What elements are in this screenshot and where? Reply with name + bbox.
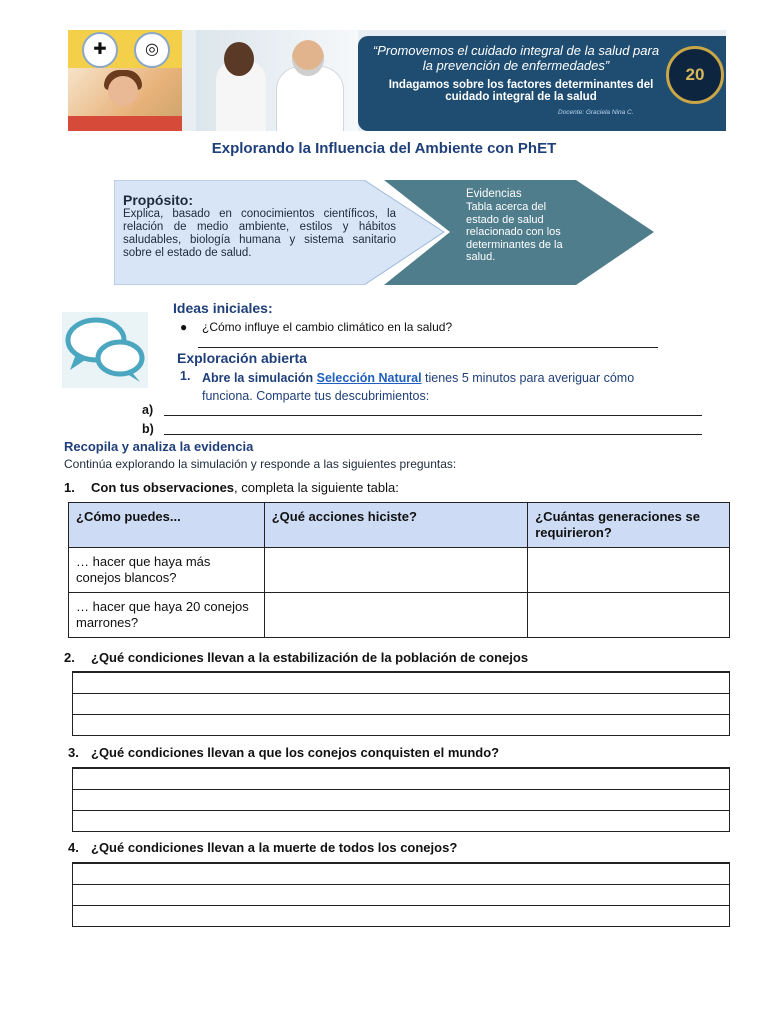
- step-rest: tienes 5 minutos para averiguar cómo funciona. Comparte tus descubrimientos:: [202, 371, 635, 403]
- question-2-number: 2.: [64, 650, 75, 665]
- chat-bubbles-icon: [62, 312, 148, 388]
- purpose-heading: Propósito:: [123, 192, 193, 208]
- purpose-body: Explica, basado en conocimientos científicos, la relación de medio ambiente, estilos y hábitos saludables, biología humana y sistema sanitario sobre el estado de salud.: [123, 208, 396, 259]
- answer-line[interactable]: [73, 768, 730, 790]
- header-actions: ¿Qué acciones hiciste?: [264, 503, 528, 548]
- bullet: ●: [180, 320, 188, 334]
- evidence-collection-heading: Recopila y analiza la evidencia: [64, 439, 254, 454]
- evidence-collection-intro: Continúa explorando la simulación y responde a las siguientes preguntas:: [64, 457, 457, 471]
- banner-teacher: Docente: Graciela Nina C.: [558, 109, 634, 116]
- natural-selection-link[interactable]: Selección Natural: [316, 371, 422, 385]
- question-3-text: ¿Qué condiciones llevan a que los conejos conquisten el mundo?: [91, 745, 500, 760]
- header-generations: ¿Cuántas generaciones se requirieron?: [528, 503, 730, 548]
- table-header-row: [69, 503, 730, 548]
- answer-line[interactable]: [73, 694, 730, 715]
- banner-subtitle: Indagamos sobre los factores determinantes del cuidado integral de la salud: [388, 79, 654, 103]
- school-crest-icon: ✚: [82, 32, 118, 68]
- initial-ideas-answer-line[interactable]: [198, 347, 658, 348]
- table-row: [69, 548, 730, 593]
- anniversary-seal-icon: 20: [666, 46, 724, 104]
- row-2-actions-cell[interactable]: [264, 593, 528, 638]
- answer-line[interactable]: [73, 906, 730, 927]
- school-logos: [68, 30, 182, 68]
- row-1-how: … hacer que haya más conejos blancos?: [69, 548, 265, 593]
- question-2-answer-box: [72, 671, 730, 736]
- observations-table: [68, 502, 730, 638]
- initial-ideas-question: ¿Cómo influye el cambio climático en la salud?: [202, 320, 453, 334]
- question-1-number: 1.: [64, 480, 75, 495]
- answer-line-a[interactable]: [164, 415, 702, 416]
- question-1-rest: , completa la siguiente tabla:: [234, 480, 399, 495]
- answer-label-b: b): [142, 422, 154, 436]
- header-banner: [68, 30, 726, 131]
- girl-eating-photo: [68, 68, 182, 131]
- row-2-generations-cell[interactable]: [528, 593, 730, 638]
- answer-line[interactable]: [73, 885, 730, 906]
- initial-ideas-heading: Ideas iniciales:: [173, 300, 273, 316]
- step-lead: Abre la simulación: [202, 371, 314, 385]
- banner-quote: “Promovemos el cuidado integral de la salud para la prevención de enfermedades”: [372, 43, 660, 73]
- question-3-answer-box: [72, 767, 730, 832]
- step-number: 1.: [180, 369, 191, 383]
- answer-line[interactable]: [73, 863, 730, 885]
- answer-line[interactable]: [73, 672, 730, 694]
- quote-panel: [358, 36, 726, 131]
- answer-label-a: a): [142, 403, 154, 417]
- answer-line[interactable]: [73, 790, 730, 811]
- answer-line[interactable]: [73, 811, 730, 832]
- row-1-actions-cell[interactable]: [264, 548, 528, 593]
- step-1-text: [202, 369, 682, 405]
- evidence-heading: Evidencias: [466, 188, 522, 200]
- doctors-photo: [196, 30, 358, 131]
- question-4-text: ¿Qué condiciones llevan a la muerte de todos los conejos?: [91, 840, 458, 855]
- question-4-answer-box: [72, 862, 730, 927]
- header-how: ¿Cómo puedes...: [69, 503, 265, 548]
- answer-line[interactable]: [73, 715, 730, 736]
- open-exploration-heading: Exploración abierta: [177, 350, 307, 366]
- question-1-text: [91, 480, 399, 495]
- answer-line-b[interactable]: [164, 434, 702, 435]
- question-2-text: ¿Qué condiciones llevan a la estabilización de la población de conejos: [91, 650, 529, 665]
- question-1-bold: Con tus observaciones: [91, 480, 235, 495]
- question-4-number: 4.: [68, 840, 79, 855]
- evidence-body: Tabla acerca del estado de salud relacionado con los determinantes de la salud.: [466, 201, 563, 263]
- institution-seal-icon: ◎: [134, 32, 170, 68]
- question-3-number: 3.: [68, 745, 79, 760]
- table-row: [69, 593, 730, 638]
- document-title: Explorando la Influencia del Ambiente con PhET: [211, 140, 557, 157]
- row-1-generations-cell[interactable]: [528, 548, 730, 593]
- row-2-how: … hacer que haya 20 conejos marrones?: [69, 593, 265, 638]
